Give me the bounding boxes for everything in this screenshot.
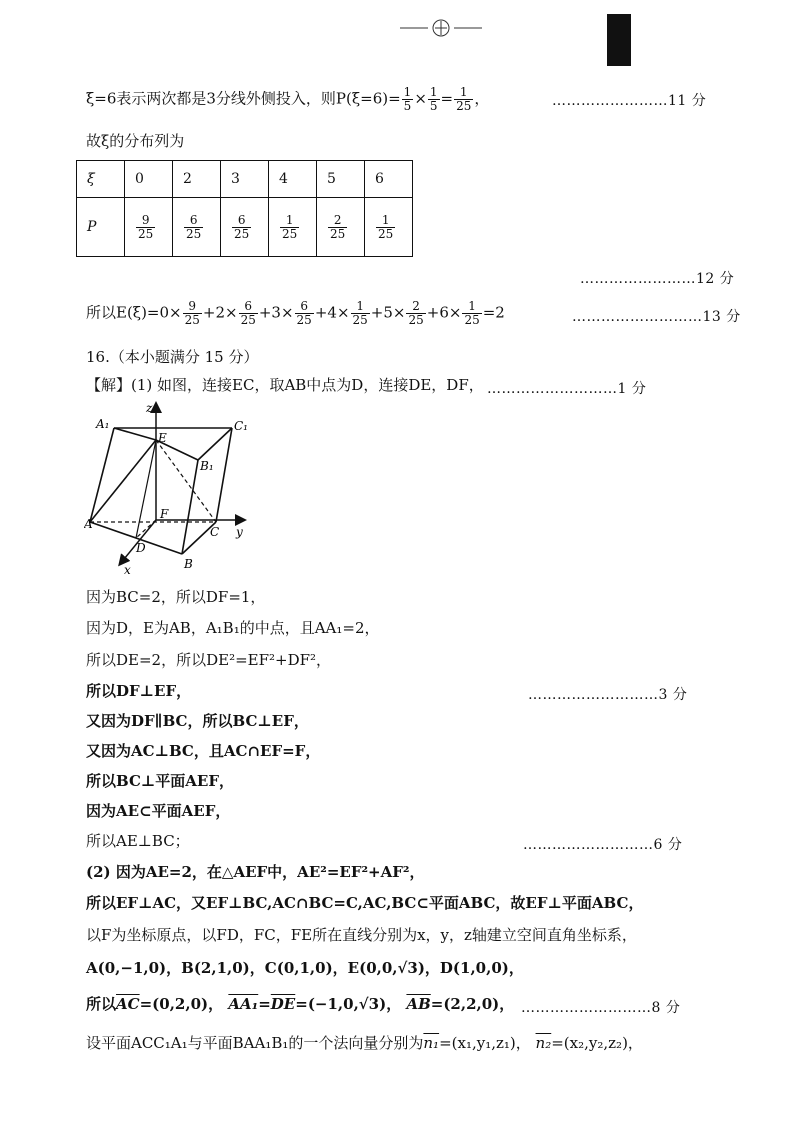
question-16-heading: 16.（本小题满分 15 分） [86,348,259,366]
proof-line: 以F为坐标原点，以FD，FC，FE所在直线分别为x，y，z轴建立空间直角坐标系， [86,926,637,944]
proof-line: (2) 因为AE=2，在△AEF中，AE²=EF²+AF²， [86,863,425,881]
fraction: $\frac{1}{25}$ [456,85,472,113]
proof-line: 因为BC=2，所以DF=1， [86,588,266,606]
table-cell: $\frac{6}{25}$ [221,198,269,257]
table-cell: $\frac{1}{25}$ [269,198,317,257]
score-13: ………………………13 分 [572,309,741,325]
table-cell: $\frac{1}{25}$ [365,198,413,257]
score-6: ………………………6 分 [523,837,683,853]
label-A1: A₁ [96,417,110,431]
prism-diagram [84,398,264,578]
label-B1: B₁ [200,459,214,473]
table-cell: $\frac{6}{25}$ [173,198,221,257]
proof-line: 又因为AC⊥BC，且AC∩EF=F， [86,742,321,760]
label-A: A [84,517,93,531]
fraction: $\frac{1}{5}$ [429,85,438,113]
proof-line: 所以BC⊥平面AEF， [86,772,235,790]
proof-line: 所以AE⊥BC； [86,832,190,850]
label-y: y [236,525,243,539]
score-12: ……………………12 分 [580,271,735,287]
label-B: B [184,557,193,571]
label-F: F [160,507,169,521]
label-E: E [158,431,167,445]
table-cell: 5 [317,161,365,198]
table-cell: 4 [269,161,317,198]
proof-line: 又因为DF∥BC，所以BC⊥EF， [86,712,309,730]
proof-line: 因为AE⊂平面AEF， [86,802,231,820]
proof-line: 因为D，E为AB，A₁B₁的中点，且AA₁=2， [86,619,380,637]
vector-line: 所以$\overline{AC}=(0,2,0)$， $AA_1=\overline{DE}=(-1,0,√3)$， $\overline{AB}=(2,2,0)$， [86,995,515,1013]
distribution-intro: 故ξ的分布列为 [86,132,185,150]
table-cell: $\frac{9}{25}$ [125,198,173,257]
table-cell: P [77,198,125,257]
table-cell: 0 [125,161,173,198]
label-z: z [146,401,153,415]
table-row [77,161,413,198]
proof-line: 所以DF⊥EF， [86,682,192,700]
table-cell: 3 [221,161,269,198]
score-1: ………………………1 分 [487,381,647,397]
label-C1: C₁ [234,419,248,433]
normal-vector-line: 设平面ACC₁A₁与平面BAA₁B₁的一个法向量分别为n₁=(x₁,y₁,z₁)， n₂=(x₂,y₂,z₂)， [86,1034,643,1052]
black-tab-marker [607,14,631,66]
table-cell: 2 [173,161,221,198]
label-D: D [136,541,146,555]
fraction: $\frac{1}{5}$ [403,85,412,113]
score-11: ……………………11 分 [552,93,707,109]
solution-part1: 【解】(1) 如图，连接EC，取AB中点为D，连接DE，DF， [86,376,484,394]
table-cell: $\frac{2}{25}$ [317,198,365,257]
distribution-table [76,160,413,257]
table-cell: ξ [77,161,125,198]
xi6-text: ξ=6表示两次都是3分线外侧投入，则P(ξ=6)= [86,89,401,108]
label-C: C [210,525,220,539]
page-number-mark [400,18,482,38]
proof-line: 所以DE=2，所以DE²=EF²+DF²， [86,651,332,669]
label-x: x [124,563,131,577]
proof-line: 所以EF⊥AC，又EF⊥BC,AC∩BC=C,AC,BC⊂平面ABC，故EF⊥平面ABC， [86,894,644,912]
line-xi6: ξ=6表示两次都是3分线外侧投入，则P(ξ=6)= $\frac{1}{5}$ × $\frac{1}{5}$ = $\frac{1}{25}$ ， [86,85,490,113]
expectation-line: 所以E(ξ)=0× $\frac{9}{25}$ +2× $\frac{6}{25}$ +3× $\frac{6}{25}$ +4× $\frac{1}{25}$ +5× $\frac{2}{25}$ +6× $\frac{1}{25}$ =2 [86,299,505,327]
table-cell: 6 [365,161,413,198]
score-3: ………………………3 分 [528,687,688,703]
table-row [77,198,413,257]
proof-line: A(0,−1,0)，B(2,1,0)，C(0,1,0)，E(0,0,√3)，D(1,0,0)， [86,959,524,977]
score-8: ………………………8 分 [521,1000,681,1016]
